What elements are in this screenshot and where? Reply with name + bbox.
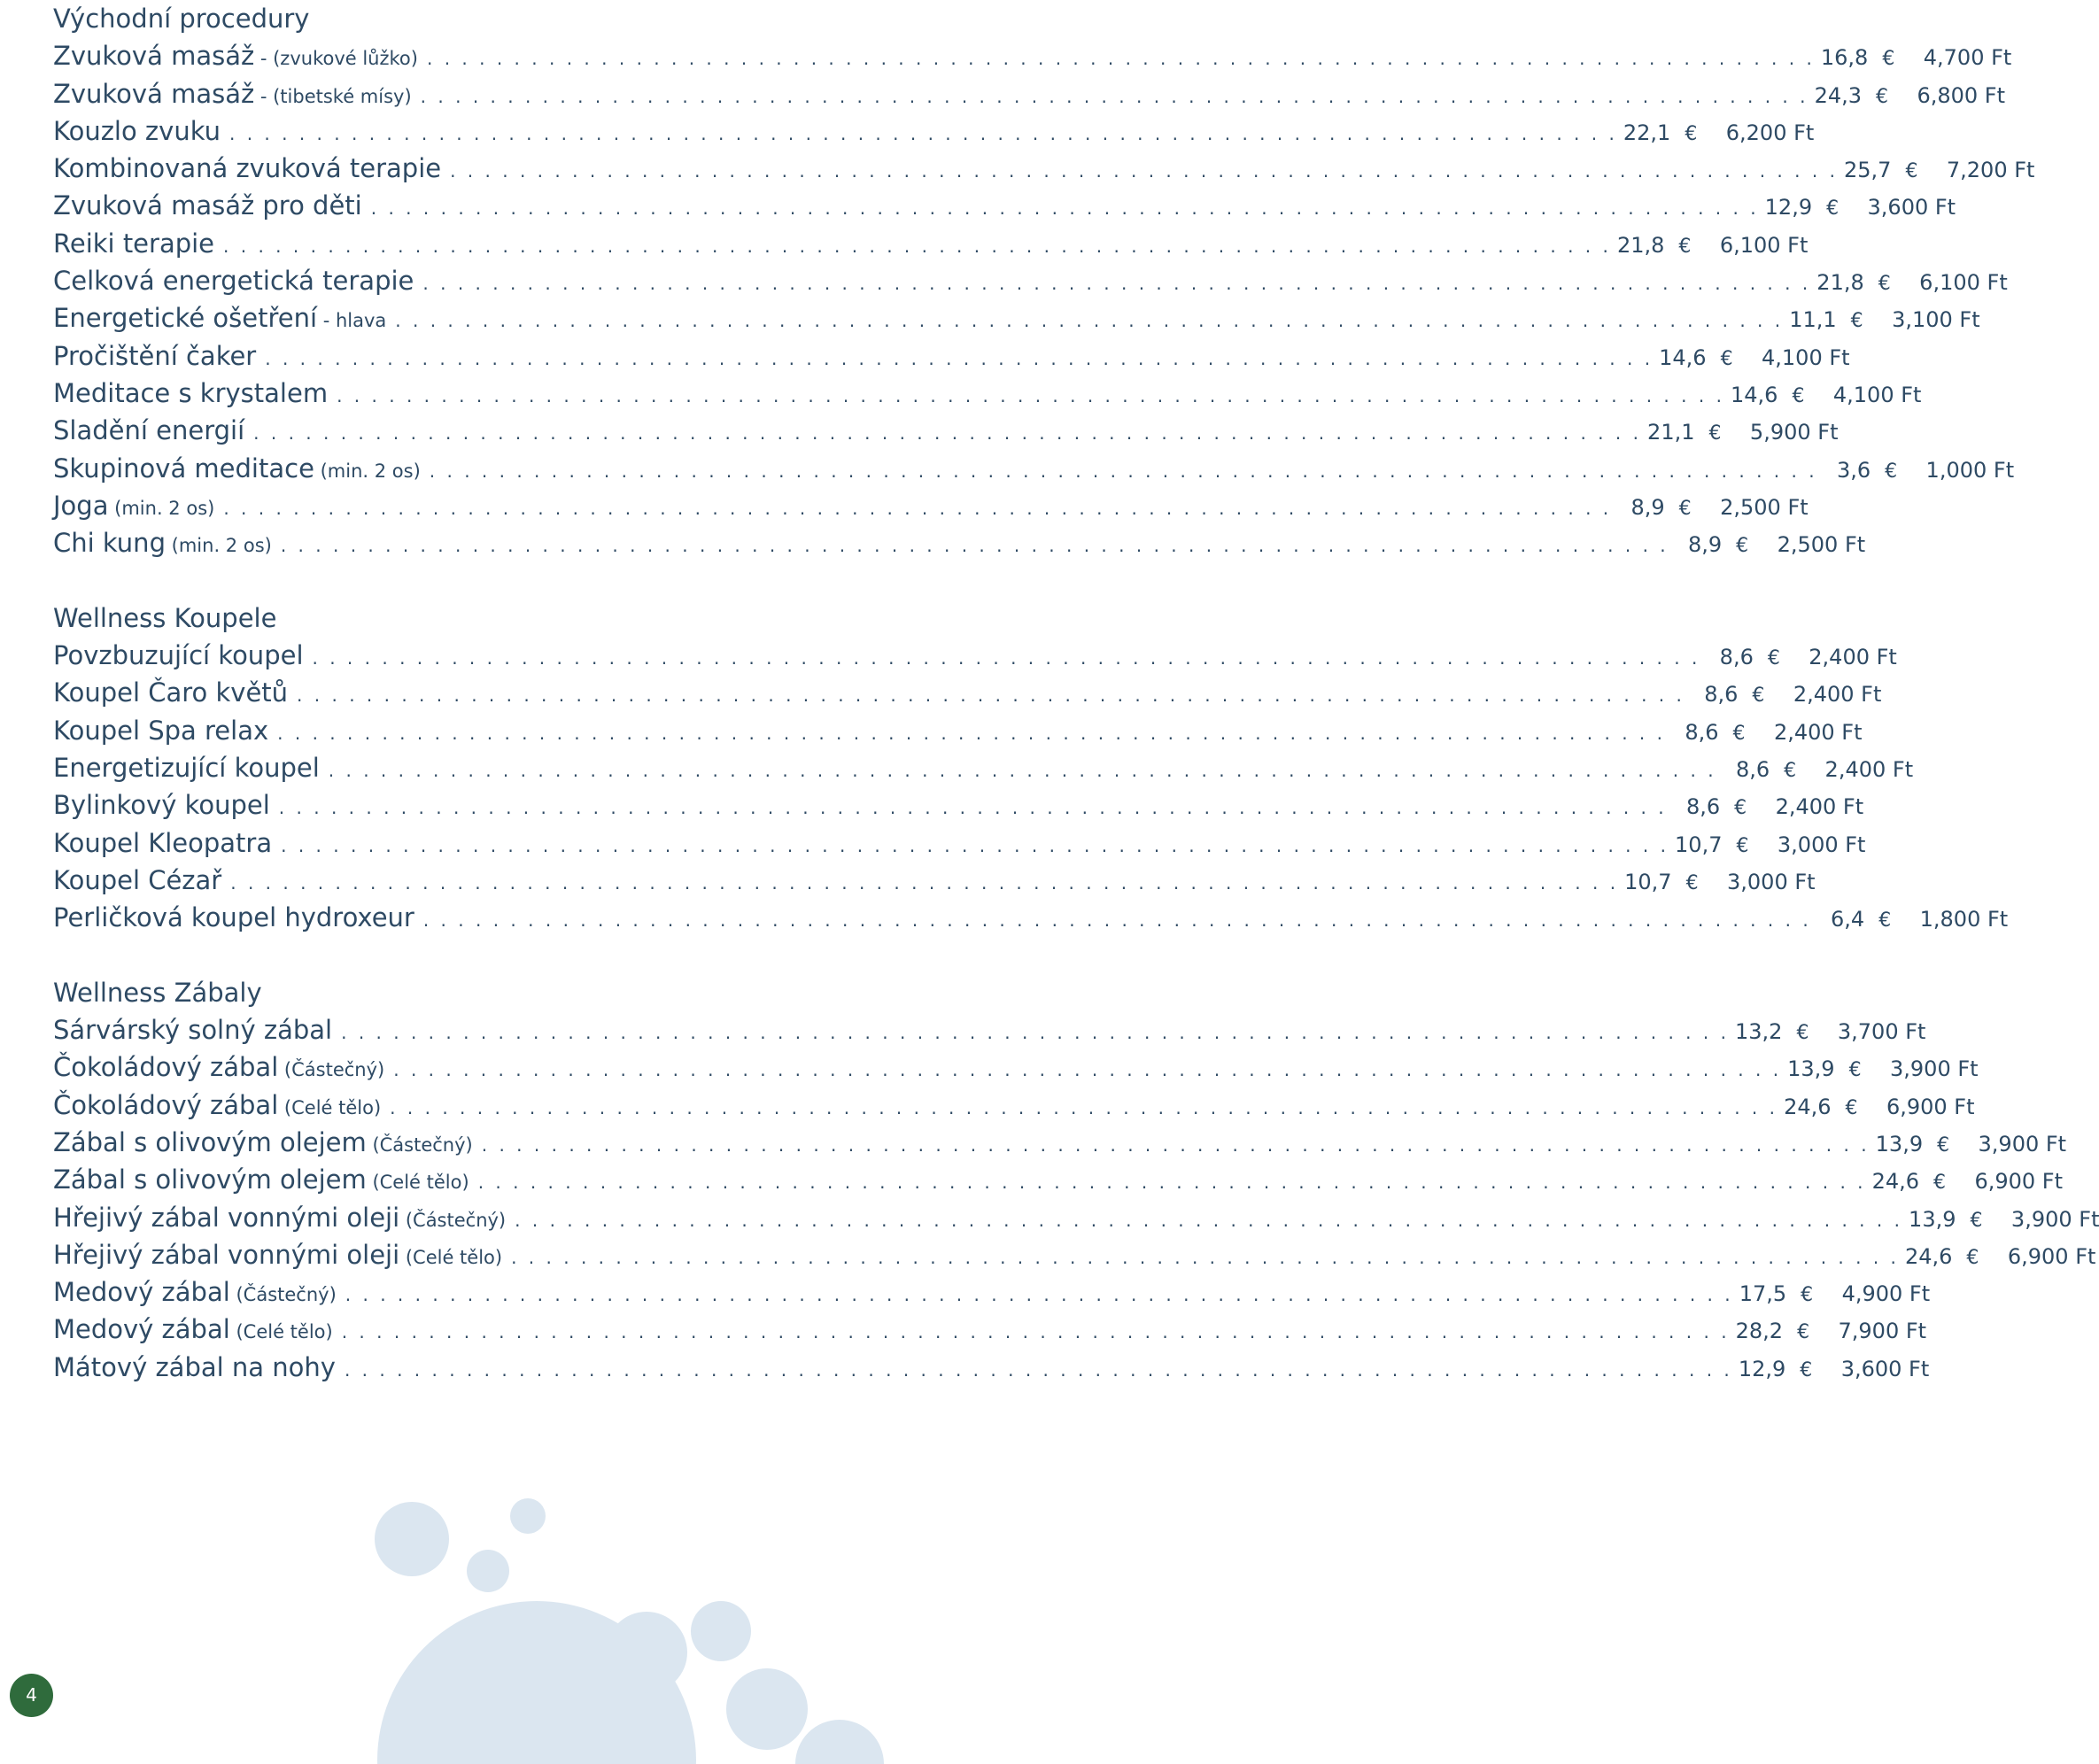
dot-leader: . . . . . . . . . . . . . . . . . . . . . . . . . . . . . . . . . . . . . . . . . . . . . . . . . . . . . . . . . . . . . . . . . . . . . . . . . . . . . . . . <box>312 647 1700 669</box>
price-eur: 8,6 <box>1719 645 1754 670</box>
decor-circle <box>624 1716 673 1764</box>
price-huf: 6,100 Ft <box>1719 232 1809 258</box>
treatment-label <box>53 712 268 749</box>
euro-symbol: € <box>1708 422 1722 445</box>
price-eur: 24,6 <box>1784 1094 1832 1119</box>
treatment-name: Sárvárský solný zábal <box>53 1015 333 1046</box>
dot-leader: . . . . . . . . . . . . . . . . . . . . . . . . . . . . . . . . . . . . . . . . . . . . . . . . . . . . . . . . . . . . . . . . . . . . . . . . . . . . . . . . <box>345 1284 1734 1306</box>
dot-leader: . . . . . . . . . . . . . . . . . . . . . . . . . . . . . . . . . . . . . . . . . . . . . . . . . . . . . . . . . . . . . . . . . . . . . . . . . . . . . . . . <box>395 310 1784 332</box>
dot-leader: . . . . . . . . . . . . . . . . . . . . . . . . . . . . . . . . . . . . . . . . . . . . . . . . . . . . . . . . . . . . . . . . . . . . . . . . . . . . . . . . <box>422 273 1811 295</box>
price-huf: 6,200 Ft <box>1725 120 1815 145</box>
treatment-name: Medový zábal <box>53 1277 230 1308</box>
treatment-label <box>53 1349 336 1386</box>
dot-leader: . . . . . . . . . . . . . . . . . . . . . . . . . . . . . . . . . . . . . . . . . . . . . . . . . . . . . . . . . . . . . . . . . . . . . . . . . . . . . . . . <box>341 1321 1731 1343</box>
treatment-name: Reiki terapie <box>53 228 215 259</box>
price-eur: 14,6 <box>1659 344 1707 370</box>
euro-symbol: € <box>1845 1096 1858 1119</box>
euro-symbol: € <box>1734 797 1747 820</box>
treatment-name: Bylinkový koupel <box>53 790 270 821</box>
price-huf: 7,200 Ft <box>1946 158 2035 183</box>
menu-section <box>53 600 2009 937</box>
treatment-label <box>53 112 221 150</box>
section-title: Wellness Zábaly <box>53 977 262 1008</box>
price-row <box>53 1048 1979 1086</box>
section-title: Východní procedury <box>53 4 310 34</box>
price-eur: 13,9 <box>1909 1206 1956 1232</box>
price-eur: 10,7 <box>1675 832 1723 857</box>
price-row <box>53 150 2035 187</box>
section-title: Wellness Koupele <box>53 602 277 633</box>
price-huf: 3,900 Ft <box>1978 1131 2067 1157</box>
euro-symbol: € <box>1878 909 1892 932</box>
price-eur: 13,2 <box>1735 1019 1783 1045</box>
price-huf: 2,500 Ft <box>1777 532 1866 558</box>
price-eur: 11,1 <box>1789 307 1837 333</box>
page-number: 4 <box>10 1674 53 1717</box>
dot-leader: . . . . . . . . . . . . . . . . . . . . . . . . . . . . . . . . . . . . . . . . . . . . . . . . . . . . . . . . . . . . . . . . . . . . . . . . . . . . . . . . <box>344 1358 1733 1381</box>
price-eur: 21,8 <box>1816 270 1864 296</box>
treatment-label <box>53 450 421 490</box>
treatment-name: Hřejivý zábal vonnými oleji <box>53 1239 400 1270</box>
treatment-name: Povzbuzující koupel <box>53 640 304 671</box>
treatment-name: Skupinová meditace <box>53 453 314 484</box>
treatment-label <box>53 299 386 339</box>
treatment-name: Chi kung <box>53 528 166 559</box>
price-eur: 24,3 <box>1814 82 1863 108</box>
price-list <box>53 0 2099 1386</box>
price-eur: 12,9 <box>1764 195 1813 220</box>
price-eur: 10,7 <box>1624 869 1672 894</box>
dot-leader: . . . . . . . . . . . . . . . . . . . . . . . . . . . . . . . . . . . . . . . . . . . . . . . . . . . . . . . . . . . . . . . . . . . . . . . . . . . . . . . . <box>337 384 1725 406</box>
price-eur: 8,6 <box>1685 719 1719 745</box>
dot-leader: . . . . . . . . . . . . . . . . . . . . . . . . . . . . . . . . . . . . . . . . . . . . . . . . . . . . . . . . . . . . . . . . . . . . . . . . . . . . . . . . <box>370 197 1760 220</box>
price-huf: 4,100 Ft <box>1762 344 1850 370</box>
dot-leader: . . . . . . . . . . . . . . . . . . . . . . . . . . . . . . . . . . . . . . . . . . . . . . . . . . . . . . . . . . . . . . . . . . . . . . . . . . . . . . . . <box>278 797 1668 819</box>
treatment-label <box>53 1161 469 1201</box>
euro-symbol: € <box>1678 235 1692 258</box>
euro-symbol: € <box>1878 273 1891 296</box>
euro-symbol: € <box>1850 310 1863 333</box>
price-row <box>53 412 1839 449</box>
euro-symbol: € <box>1876 85 1889 108</box>
treatment-name: Energetizující koupel <box>53 752 320 783</box>
euro-symbol: € <box>1970 1209 1983 1232</box>
decor-circle <box>795 1720 884 1764</box>
dot-leader: . . . . . . . . . . . . . . . . . . . . . . . . . . . . . . . . . . . . . . . . . . . . . . . . . . . . . . . . . . . . . . . . . . . . . . . . . . . . . . . . <box>426 48 1816 70</box>
price-huf: 2,400 Ft <box>1809 645 1897 670</box>
treatment-label <box>53 749 320 786</box>
euro-symbol: € <box>1678 497 1692 520</box>
decor-circle <box>510 1498 546 1534</box>
euro-symbol: € <box>1885 460 1898 483</box>
treatment-name: Kouzlo zvuku <box>53 115 221 146</box>
price-huf: 3,900 Ft <box>2010 1206 2099 1232</box>
price-row <box>53 1311 1927 1348</box>
treatment-note: (Celé tělo) <box>229 1321 333 1343</box>
decor-circle <box>691 1601 751 1661</box>
price-eur: 16,8 <box>1820 45 1869 71</box>
price-row <box>53 1161 2064 1198</box>
treatment-label <box>53 1087 381 1126</box>
price-huf: 3,900 Ft <box>1890 1056 1979 1082</box>
price-huf: 2,400 Ft <box>1824 756 1914 782</box>
treatment-name: Medový zábal <box>53 1314 230 1345</box>
price-row <box>53 1349 1930 1386</box>
price-huf: 2,400 Ft <box>1775 794 1864 820</box>
treatment-name: Perličková koupel hydroxeur <box>53 902 414 933</box>
treatment-label <box>53 824 272 862</box>
treatment-label <box>53 225 214 262</box>
treatment-name: Sladění energií <box>53 415 245 446</box>
treatment-note: (Částečný) <box>229 1284 337 1306</box>
treatment-name: Kombinovaná zvuková terapie <box>53 153 442 184</box>
euro-symbol: € <box>1797 1321 1810 1344</box>
treatment-name: Meditace s krystalem <box>53 377 329 408</box>
treatment-label <box>53 1048 384 1088</box>
treatment-label <box>53 37 418 77</box>
dot-leader: . . . . . . . . . . . . . . . . . . . . . . . . . . . . . . . . . . . . . . . . . . . . . . . . . . . . . . . . . . . . . . . . . . . . . . . . . . . . . . . . <box>481 1133 1871 1156</box>
price-huf: 6,800 Ft <box>1917 82 2006 108</box>
price-eur: 17,5 <box>1739 1281 1787 1307</box>
treatment-note: - hlava <box>317 310 387 332</box>
treatment-name: Zvuková masáž <box>53 78 255 109</box>
menu-section <box>53 0 2035 561</box>
price-huf: 2,400 Ft <box>1773 719 1863 745</box>
price-row <box>53 1011 1926 1048</box>
dot-leader: . . . . . . . . . . . . . . . . . . . . . . . . . . . . . . . . . . . . . . . . . . . . . . . . . . . . . . . . . . . . . . . . . . . . . . . . . . . . . . . . <box>223 235 1612 257</box>
treatment-label <box>53 1124 473 1164</box>
price-huf: 3,000 Ft <box>1727 869 1816 894</box>
treatment-name: Koupel Spa relax <box>53 715 269 746</box>
euro-symbol: € <box>1882 48 1895 71</box>
treatment-note: - (zvukové lůžko) <box>254 48 418 70</box>
treatment-label <box>53 487 214 527</box>
treatment-label <box>53 412 244 449</box>
price-row <box>53 1087 1975 1124</box>
euro-symbol: € <box>1736 834 1749 857</box>
price-huf: 6,900 Ft <box>1974 1169 2064 1195</box>
euro-symbol: € <box>1736 535 1749 558</box>
price-eur: 8,9 <box>1630 494 1665 520</box>
dot-leader: . . . . . . . . . . . . . . . . . . . . . . . . . . . . . . . . . . . . . . . . . . . . . . . . . . . . . . . . . . . . . . . . . . . . . . . . . . . . . . . . <box>230 871 1619 894</box>
treatment-note: (min. 2 os) <box>314 460 421 482</box>
dot-leader: . . . . . . . . . . . . . . . . . . . . . . . . . . . . . . . . . . . . . . . . . . . . . . . . . . . . . . . . . . . . . . . . . . . . . . . . . . . . . . . . <box>228 122 1618 144</box>
euro-symbol: € <box>1685 871 1699 894</box>
dot-leader: . . . . . . . . . . . . . . . . . . . . . . . . . . . . . . . . . . . . . . . . . . . . . . . . . . . . . . . . . . . . . . . . . . . . . . . . . . . . . . . . <box>393 1059 1782 1081</box>
price-eur: 6,4 <box>1831 907 1865 932</box>
euro-symbol: € <box>1801 1284 1814 1307</box>
treatment-name: Zábal s olivovým olejem <box>53 1126 367 1157</box>
price-eur: 8,6 <box>1685 794 1721 820</box>
price-eur: 21,1 <box>1647 420 1695 445</box>
dot-leader: . . . . . . . . . . . . . . . . . . . . . . . . . . . . . . . . . . . . . . . . . . . . . . . . . . . . . . . . . . . . . . . . . . . . . . . . . . . . . . . . <box>511 1246 1900 1268</box>
treatment-label <box>53 786 270 824</box>
price-eur: 8,9 <box>1688 532 1723 558</box>
treatment-label <box>53 524 272 564</box>
menu-section <box>53 974 2099 1386</box>
price-row <box>53 824 1866 862</box>
treatment-note: (Částečný) <box>366 1133 473 1156</box>
euro-symbol: € <box>1966 1246 1979 1269</box>
price-huf: 2,500 Ft <box>1720 494 1809 520</box>
price-row <box>53 450 2015 487</box>
price-huf: 6,900 Ft <box>2007 1243 2096 1269</box>
treatment-label <box>53 899 414 936</box>
treatment-note: (Částečný) <box>399 1209 507 1231</box>
price-row <box>53 524 1866 561</box>
dot-leader: . . . . . . . . . . . . . . . . . . . . . . . . . . . . . . . . . . . . . . . . . . . . . . . . . . . . . . . . . . . . . . . . . . . . . . . . . . . . . . . . <box>280 535 1669 557</box>
price-row <box>53 786 1864 824</box>
euro-symbol: € <box>1720 347 1733 370</box>
treatment-name: Hřejivý zábal vonnými oleji <box>53 1202 400 1233</box>
decor-circle <box>467 1550 509 1592</box>
price-huf: 3,000 Ft <box>1777 832 1866 857</box>
price-eur: 8,6 <box>1735 756 1770 782</box>
price-huf: 3,600 Ft <box>1840 1356 1930 1381</box>
price-eur: 25,7 <box>1844 158 1892 183</box>
price-huf: 7,900 Ft <box>1838 1319 1927 1344</box>
price-huf: 4,100 Ft <box>1832 382 1922 407</box>
price-eur: 21,8 <box>1616 232 1665 258</box>
treatment-note: (Celé tělo) <box>278 1096 382 1118</box>
treatment-name: Pročištění čaker <box>53 340 257 371</box>
price-row <box>53 187 1956 224</box>
price-row <box>53 1199 2099 1236</box>
price-huf: 1,800 Ft <box>1919 907 2009 932</box>
price-row <box>53 75 2006 112</box>
euro-symbol: € <box>1800 1358 1813 1381</box>
treatment-name: Energetické ošetření <box>53 303 318 334</box>
price-huf: 4,900 Ft <box>1841 1281 1931 1307</box>
price-row <box>53 712 1863 749</box>
dot-leader: . . . . . . . . . . . . . . . . . . . . . . . . . . . . . . . . . . . . . . . . . . . . . . . . . . . . . . . . . . . . . . . . . . . . . . . . . . . . . . . . <box>281 834 1669 856</box>
treatment-name: Zábal s olivovým olejem <box>53 1164 367 1195</box>
price-huf: 6,900 Ft <box>1886 1094 1975 1119</box>
euro-symbol: € <box>1685 122 1698 145</box>
price-huf: 2,400 Ft <box>1793 682 1882 708</box>
treatment-label <box>53 1311 333 1350</box>
dot-leader: . . . . . . . . . . . . . . . . . . . . . . . . . . . . . . . . . . . . . . . . . . . . . . . . . . . . . . . . . . . . . . . . . . . . . . . . . . . . . . . . <box>341 1022 1730 1044</box>
euro-symbol: € <box>1848 1059 1862 1082</box>
treatment-name: Koupel Cézař <box>53 864 222 895</box>
dot-leader: . . . . . . . . . . . . . . . . . . . . . . . . . . . . . . . . . . . . . . . . . . . . . . . . . . . . . . . . . . . . . . . . . . . . . . . . . . . . . . . . <box>429 460 1818 482</box>
dot-leader: . . . . . . . . . . . . . . . . . . . . . . . . . . . . . . . . . . . . . . . . . . . . . . . . . . . . . . . . . . . . . . . . . . . . . . . . . . . . . . . . <box>450 160 1839 182</box>
treatment-name: Koupel Čaro květů <box>53 677 289 708</box>
treatment-note: (Celé tělo) <box>366 1172 469 1194</box>
dot-leader: . . . . . . . . . . . . . . . . . . . . . . . . . . . . . . . . . . . . . . . . . . . . . . . . . . . . . . . . . . . . . . . . . . . . . . . . . . . . . . . . <box>420 85 1809 107</box>
treatment-name: Celková energetická terapie <box>53 266 414 297</box>
dot-leader: . . . . . . . . . . . . . . . . . . . . . . . . . . . . . . . . . . . . . . . . . . . . . . . . . . . . . . . . . . . . . . . . . . . . . . . . . . . . . . . . <box>477 1172 1867 1194</box>
euro-symbol: € <box>1767 647 1780 670</box>
dot-leader: . . . . . . . . . . . . . . . . . . . . . . . . . . . . . . . . . . . . . . . . . . . . . . . . . . . . . . . . . . . . . . . . . . . . . . . . . . . . . . . . <box>422 909 1812 932</box>
dot-leader: . . . . . . . . . . . . . . . . . . . . . . . . . . . . . . . . . . . . . . . . . . . . . . . . . . . . . . . . . . . . . . . . . . . . . . . . . . . . . . . . <box>253 422 1642 445</box>
price-row <box>53 112 1815 150</box>
price-row <box>53 899 2009 936</box>
euro-symbol: € <box>1796 1022 1809 1045</box>
euro-symbol: € <box>1933 1172 1947 1195</box>
euro-symbol: € <box>1905 160 1918 183</box>
euro-symbol: € <box>1792 384 1805 407</box>
dot-leader: . . . . . . . . . . . . . . . . . . . . . . . . . . . . . . . . . . . . . . . . . . . . . . . . . . . . . . . . . . . . . . . . . . . . . . . . . . . . . . . . <box>328 759 1717 781</box>
price-huf: 5,900 Ft <box>1749 420 1839 445</box>
treatment-label <box>53 150 441 187</box>
dot-leader: . . . . . . . . . . . . . . . . . . . . . . . . . . . . . . . . . . . . . . . . . . . . . . . . . . . . . . . . . . . . . . . . . . . . . . . . . . . . . . . . <box>277 722 1666 744</box>
euro-symbol: € <box>1826 197 1840 220</box>
price-huf: 3,700 Ft <box>1837 1019 1926 1045</box>
price-row <box>53 1124 2067 1161</box>
price-row <box>53 375 1922 412</box>
price-row <box>53 674 1882 711</box>
treatment-label <box>53 75 412 115</box>
price-eur: 12,9 <box>1738 1356 1786 1381</box>
price-eur: 3,6 <box>1836 457 1871 483</box>
treatment-label <box>53 862 221 899</box>
price-eur: 24,6 <box>1871 1169 1920 1195</box>
treatment-note: - (tibetské mísy) <box>254 85 412 107</box>
treatment-label <box>53 337 256 375</box>
price-huf: 1,000 Ft <box>1925 457 2015 483</box>
price-eur: 13,9 <box>1787 1056 1835 1082</box>
treatment-name: Koupel Kleopatra <box>53 827 273 858</box>
euro-symbol: € <box>1732 722 1746 745</box>
price-row <box>53 337 1850 375</box>
price-eur: 28,2 <box>1735 1319 1784 1344</box>
price-row <box>53 1236 2096 1273</box>
euro-symbol: € <box>1937 1133 1950 1157</box>
price-row <box>53 637 1897 674</box>
price-row <box>53 262 2008 299</box>
price-eur: 24,6 <box>1904 1243 1953 1269</box>
price-row <box>53 37 2012 74</box>
price-eur: 13,9 <box>1875 1131 1924 1157</box>
treatment-name: Čokoládový zábal <box>53 1089 279 1120</box>
decorative-circles <box>0 1488 850 1764</box>
price-row <box>53 299 1980 337</box>
euro-symbol: € <box>1784 759 1797 782</box>
treatment-label <box>53 1236 502 1276</box>
treatment-label <box>53 674 288 711</box>
price-eur: 14,6 <box>1731 382 1778 407</box>
treatment-note: (min. 2 os) <box>108 497 215 519</box>
treatment-label <box>53 637 304 674</box>
treatment-name: Mátový zábal na nohy <box>53 1351 336 1382</box>
treatment-label <box>53 375 328 412</box>
price-row <box>53 225 1809 262</box>
treatment-name: Joga <box>53 490 109 521</box>
price-eur: 8,6 <box>1704 682 1739 708</box>
dot-leader: . . . . . . . . . . . . . . . . . . . . . . . . . . . . . . . . . . . . . . . . . . . . . . . . . . . . . . . . . . . . . . . . . . . . . . . . . . . . . . . . <box>515 1209 1903 1231</box>
treatment-label <box>53 1273 337 1313</box>
treatment-note: (Celé tělo) <box>399 1246 503 1268</box>
treatment-name: Zvuková masáž <box>53 41 255 72</box>
price-row <box>53 862 1816 899</box>
treatment-label <box>53 187 362 224</box>
dot-leader: . . . . . . . . . . . . . . . . . . . . . . . . . . . . . . . . . . . . . . . . . . . . . . . . . . . . . . . . . . . . . . . . . . . . . . . . . . . . . . . . <box>297 685 1685 707</box>
euro-symbol: € <box>1752 685 1765 708</box>
treatment-label <box>53 262 414 299</box>
price-huf: 3,600 Ft <box>1867 195 1956 220</box>
dot-leader: . . . . . . . . . . . . . . . . . . . . . . . . . . . . . . . . . . . . . . . . . . . . . . . . . . . . . . . . . . . . . . . . . . . . . . . . . . . . . . . . <box>223 497 1612 519</box>
treatment-note: (Částečný) <box>278 1059 385 1081</box>
treatment-name: Zvuková masáž pro děti <box>53 190 362 221</box>
treatment-label <box>53 1011 332 1048</box>
treatment-name: Čokoládový zábal <box>53 1052 279 1083</box>
price-huf: 4,700 Ft <box>1923 45 2012 71</box>
price-row <box>53 1273 1931 1311</box>
price-row <box>53 487 1809 524</box>
decor-circle <box>375 1502 449 1576</box>
decor-circle <box>606 1612 687 1693</box>
dot-leader: . . . . . . . . . . . . . . . . . . . . . . . . . . . . . . . . . . . . . . . . . . . . . . . . . . . . . . . . . . . . . . . . . . . . . . . . . . . . . . . . <box>265 347 1654 369</box>
price-huf: 6,100 Ft <box>1919 270 2008 296</box>
treatment-note: (min. 2 os) <box>165 535 272 557</box>
treatment-label <box>53 1199 506 1239</box>
price-eur: 22,1 <box>1623 120 1671 145</box>
price-row <box>53 749 1914 786</box>
dot-leader: . . . . . . . . . . . . . . . . . . . . . . . . . . . . . . . . . . . . . . . . . . . . . . . . . . . . . . . . . . . . . . . . . . . . . . . . . . . . . . . . <box>390 1096 1778 1118</box>
decor-circle <box>726 1668 808 1750</box>
price-huf: 3,100 Ft <box>1892 307 1980 333</box>
